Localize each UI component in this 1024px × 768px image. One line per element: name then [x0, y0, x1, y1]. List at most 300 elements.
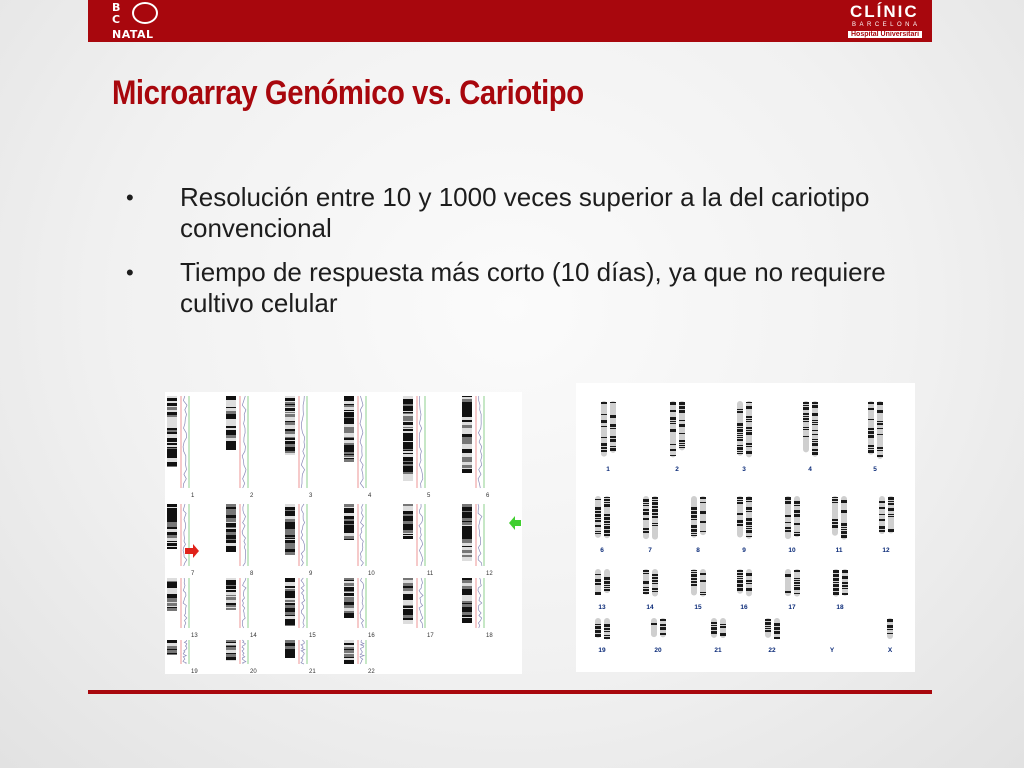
karyotype-band [803, 405, 809, 406]
chromosome-band [167, 460, 177, 462]
karyotype-band [737, 439, 743, 441]
karyotype-band [765, 628, 771, 629]
chromosome-band [462, 522, 472, 525]
microarray-image [165, 392, 522, 674]
chromosome-band [403, 535, 413, 536]
signal-trace [301, 396, 305, 488]
signal-trace [301, 640, 305, 664]
karyotype-band [842, 576, 848, 579]
chromosome-band [226, 608, 236, 610]
chromosome-band [403, 458, 413, 461]
chromosome-band [167, 547, 177, 549]
chromosome-band [167, 420, 177, 423]
chromosome-band [344, 417, 354, 418]
karyotype-band [652, 506, 658, 508]
karyotype-band [643, 518, 649, 520]
chromosome-band [167, 543, 177, 546]
karyotype-band [887, 633, 893, 634]
chromosome-band [403, 401, 413, 404]
chromatid [651, 618, 657, 637]
chromatid [812, 401, 818, 457]
karyotype-band [643, 581, 649, 584]
chromosome-band [344, 396, 354, 398]
chromosome-band [403, 479, 413, 481]
karyotype-band [601, 447, 607, 449]
chromosome-band [285, 407, 295, 408]
chromosome-band [285, 540, 295, 543]
chromosome-band [167, 509, 177, 512]
chromosome-band [462, 595, 472, 598]
chromosome-band [285, 514, 295, 515]
chromosome-band [462, 417, 472, 420]
chromosome-label: 6 [486, 493, 490, 499]
karyotype-band [737, 453, 743, 454]
chromosome-band [403, 606, 413, 608]
chromosome-band [344, 452, 354, 454]
karyotype-band [595, 533, 601, 534]
karyotype-band [595, 511, 601, 513]
karyotype-band [812, 402, 818, 404]
chromosome-band [167, 401, 177, 403]
chromosome-band [344, 510, 354, 513]
chromosome-band [403, 594, 413, 597]
chromosome-band [167, 608, 177, 611]
chromosome-band [285, 622, 295, 625]
chromosome-band [285, 442, 295, 444]
karyotype-band [711, 625, 717, 626]
chromosome-band [285, 405, 295, 407]
karyotype-band [746, 451, 752, 454]
chromosome-band [285, 444, 295, 447]
chromosome-pair [737, 401, 752, 473]
chromosome-label: 14 [250, 633, 257, 639]
chromosome-label: 17 [427, 633, 434, 639]
chromosome-band [403, 615, 413, 618]
karyotype-band [670, 402, 676, 405]
karyotype-band [746, 430, 752, 431]
microarray-panel [285, 504, 313, 577]
karyotype-band [691, 529, 697, 532]
chromosome-band [226, 504, 236, 507]
karyotype-band [652, 577, 658, 579]
chromosome-band [226, 527, 236, 528]
chromosome-band [403, 516, 413, 518]
karyotype-band [595, 520, 601, 522]
chromosome-band [344, 530, 354, 532]
chromosome-band [226, 423, 236, 424]
chromosome-band [167, 416, 177, 417]
chromosome-band [344, 600, 354, 602]
karyotype-band [803, 418, 809, 420]
karyotype-band [812, 405, 818, 408]
bullet-item [126, 257, 926, 319]
chromosome-band [344, 401, 354, 403]
chromosome-band [167, 423, 177, 425]
chromosome-band [285, 595, 295, 597]
chromosome-band [403, 427, 413, 428]
chromosome-band [403, 472, 413, 474]
chromosome-band [167, 455, 177, 458]
chromosome-pair [785, 569, 800, 611]
chromosome-band [167, 541, 177, 542]
signal-trace [183, 504, 187, 566]
chromosome-band [167, 462, 177, 465]
chromosome-band [403, 428, 413, 429]
chromosome-band [462, 592, 472, 595]
karyotype-band [803, 413, 809, 415]
chromosome-band [462, 546, 472, 547]
chromosome-band [462, 598, 472, 600]
karyotype-band [877, 428, 883, 429]
chromosome-band [226, 397, 236, 400]
karyotype-band [595, 583, 601, 585]
karyotype-band [643, 528, 649, 530]
chromosome-band [226, 660, 236, 661]
signal-trace [478, 504, 482, 566]
chromosome-band [285, 517, 295, 519]
chromosome-label: 20 [250, 669, 257, 674]
karyotype-band [700, 511, 706, 514]
chromosome-band [285, 539, 295, 540]
chromosome-band [462, 526, 472, 527]
signal-trace [301, 504, 305, 566]
chromosome-band [462, 580, 472, 583]
chromosome-band [462, 405, 472, 407]
chromosome-band [462, 515, 472, 516]
chromosome-pair [595, 618, 610, 654]
karyotype-band [604, 517, 610, 520]
chromosome-pair [737, 569, 752, 611]
karyotype-label: 19 [598, 647, 606, 654]
karyotype-band [888, 516, 894, 517]
karyotype-band [832, 525, 838, 528]
chromosome-band [167, 430, 177, 432]
chromosome-band [226, 435, 236, 438]
chromosome-band [285, 535, 295, 537]
microarray-panel [462, 578, 493, 639]
karyotype-band [868, 428, 874, 430]
chromosome-label: 13 [191, 633, 198, 639]
chromosome-band [285, 448, 295, 451]
bullet-list [126, 182, 926, 332]
chromosome-band [462, 536, 472, 539]
microarray-panel [167, 578, 198, 639]
karyotype-band [691, 519, 697, 520]
chromosome-band [226, 578, 236, 580]
chromosome-band [403, 611, 413, 613]
chromosome-band [285, 412, 295, 413]
chromosome-band [285, 441, 295, 442]
chromosome-band [285, 504, 295, 507]
microarray-panel [226, 578, 257, 639]
karyotype-band [774, 631, 780, 634]
karyotype-band [595, 507, 601, 510]
chromosome-band [462, 617, 472, 618]
chromosome-band [403, 466, 413, 469]
chromosome-band [462, 615, 472, 617]
chromosome-band [167, 449, 177, 452]
karyotype-band [651, 623, 657, 625]
chromosome-band [344, 602, 354, 605]
microarray-panel [344, 396, 372, 499]
karyotype-band [601, 443, 607, 446]
karyotype-band [887, 619, 893, 622]
chromosome-band [462, 399, 472, 400]
karyotype-band [691, 572, 697, 573]
karyotype-band [803, 436, 809, 437]
karyotype-band [794, 582, 800, 584]
karyotype-band [832, 519, 838, 521]
karyotype-band [679, 402, 685, 405]
chromosome-band [403, 527, 413, 528]
chromosome-band [403, 521, 413, 524]
chromosome-pair [785, 496, 800, 554]
karyotype-band [595, 574, 601, 575]
chromosome-band [344, 658, 354, 660]
chromosome-band [344, 640, 354, 642]
microarray-plot [165, 392, 522, 674]
chromosome-pair [651, 618, 666, 654]
karyotype-band [604, 530, 610, 533]
karyotype-band [868, 435, 874, 438]
karyotype-band [794, 532, 800, 533]
karyotype-band [841, 529, 847, 530]
microarray-panel [285, 640, 316, 674]
chromosome-band [344, 404, 354, 405]
signal-trace [242, 504, 246, 566]
karyotype-band [691, 507, 697, 510]
chromosome-band [403, 536, 413, 539]
karyotype-band [737, 435, 743, 436]
karyotype-band [841, 535, 847, 538]
karyotype-band [737, 524, 743, 526]
chromosome-band [403, 425, 413, 427]
karyotype-label: X [887, 647, 893, 654]
karyotype-band [737, 576, 743, 577]
karyotype-band [877, 447, 883, 449]
karyotype-band [652, 574, 658, 576]
chromosome-band [403, 416, 413, 419]
chromosome-band [344, 403, 354, 404]
chromosome-band [403, 600, 413, 602]
chromosome-pair [833, 569, 848, 611]
chromosome-pair [643, 569, 658, 611]
chromosome-band [403, 609, 413, 611]
karyotype-band [803, 429, 809, 430]
chromosome-band [344, 647, 354, 648]
chromosome-band [167, 535, 177, 538]
karyotype-band [604, 497, 610, 498]
karyotype-band [601, 402, 607, 404]
karyotype-band [812, 449, 818, 451]
logo-circle-icon [132, 2, 158, 24]
microarray-panel [285, 396, 313, 499]
chromosome-band [462, 539, 472, 542]
microarray-panel [344, 504, 375, 577]
chromosome-band [226, 589, 236, 590]
chromosome-band [462, 589, 472, 591]
karyotype-band [812, 424, 818, 425]
chromosome-band [226, 524, 236, 527]
chromosome-band [462, 534, 472, 536]
karyotype-band [785, 515, 791, 517]
chromosome-band [462, 460, 472, 462]
chromosome-band [462, 444, 472, 447]
karyotype-band [746, 432, 752, 435]
karyotype-band [711, 631, 717, 634]
bullet-text: Resolución entre 10 y 1000 veces superior a la del cariotipo convencional [180, 182, 870, 243]
microarray-panel [403, 504, 434, 577]
chromosome-band [462, 527, 472, 529]
chromosome-band [403, 602, 413, 605]
karyotype-band [610, 424, 616, 427]
chromosome-band [462, 453, 472, 456]
chromosome-band [285, 519, 295, 522]
chromosome-band [344, 589, 354, 591]
karyotype-band [737, 427, 743, 428]
chromosome-band [462, 507, 472, 509]
karyotype-band [652, 516, 658, 518]
chromosome-band [403, 524, 413, 525]
chromosome-pair [737, 496, 752, 554]
chromosome-band [403, 599, 413, 600]
chromosome-band [403, 442, 413, 444]
chromosome-band [285, 408, 295, 411]
chromosome-band [462, 434, 472, 437]
chromosome-band [462, 402, 472, 405]
chromosome-band [403, 588, 413, 589]
chromosome-band [167, 440, 177, 442]
chromosome-band [226, 640, 236, 641]
chromosome-band [226, 607, 236, 608]
chromosome-band [462, 586, 472, 589]
karyotype-band [868, 445, 874, 447]
chromosome-band [167, 412, 177, 415]
chromosome-band [344, 648, 354, 649]
karyotype-band [877, 423, 883, 425]
karyotype-band [774, 623, 780, 626]
chromosome-band [226, 521, 236, 522]
chromosome-band [285, 396, 295, 398]
chromosome-band [344, 457, 354, 458]
chromosome-band [403, 613, 413, 615]
karyotype-label: 18 [836, 604, 844, 611]
chromosome-band [285, 640, 295, 643]
karyotype-band [679, 424, 685, 427]
chromosome-band [226, 401, 236, 402]
chromosome-band [226, 595, 236, 596]
karyotype-band [833, 578, 839, 581]
karyotype-band [610, 439, 616, 442]
microarray-panel [167, 640, 198, 674]
karyotype-band [652, 500, 658, 501]
karyotype-band [812, 413, 818, 416]
chromosome-label: 2 [250, 493, 254, 499]
karyotype-band [737, 580, 743, 583]
karyotype-band [746, 416, 752, 418]
chromosome-band [462, 557, 472, 558]
chromosome-band [167, 591, 177, 594]
chromosome-band [462, 547, 472, 550]
chromosome-band [167, 580, 177, 581]
karyotype-band [700, 502, 706, 503]
karyotype-band [765, 622, 771, 625]
karyotype-band [833, 588, 839, 591]
karyotype-label: 16 [740, 604, 748, 611]
karyotype-band [794, 514, 800, 517]
chromosome-pair [643, 496, 658, 554]
karyotype-band [737, 411, 743, 413]
microarray-panel [462, 504, 493, 577]
chromosome-band [285, 414, 295, 417]
signal-trace [478, 578, 482, 628]
chromosome-band [226, 419, 236, 420]
chromosome-band [167, 524, 177, 527]
chromosome-band [285, 615, 295, 616]
microarray-panel [226, 396, 254, 499]
karyotype-band [604, 499, 610, 501]
chromosome-band [285, 582, 295, 584]
karyotype-band [812, 452, 818, 455]
chromosome-band [344, 398, 354, 401]
chromosome-band [344, 437, 354, 438]
chromosome-band [403, 453, 413, 454]
karyotype-band [803, 407, 809, 410]
karyotype-band [652, 513, 658, 515]
chromosome-label: 21 [309, 669, 316, 674]
chromosome-band [226, 596, 236, 597]
chromosome-band [167, 530, 177, 532]
chromosome-band [226, 400, 236, 401]
chromosome-band [462, 447, 472, 449]
chromosome-band [403, 407, 413, 409]
karyotype-band [691, 574, 697, 577]
karyotype-band [643, 531, 649, 533]
chromosome-band [344, 445, 354, 447]
chromosome-band [344, 643, 354, 645]
karyotype-band [746, 497, 752, 500]
karyotype-label: 12 [882, 547, 890, 554]
karyotype-band [643, 587, 649, 588]
chromosome-band [226, 540, 236, 541]
chromosome-band [226, 641, 236, 642]
chromosome-band [344, 615, 354, 618]
karyotype-label: 17 [788, 604, 796, 611]
chromosome-band [226, 408, 236, 409]
chromosome-band [344, 450, 354, 452]
karyotype-band [737, 520, 743, 523]
chromosome-band [344, 593, 354, 596]
chromosome-band [285, 652, 295, 655]
chromosome-band [285, 447, 295, 448]
chromosome-band [226, 603, 236, 605]
chromosome-band [403, 441, 413, 442]
karyotype-label: 21 [714, 647, 722, 654]
chromosome-band [344, 414, 354, 417]
karyotype-band [785, 522, 791, 523]
karyotype-band [746, 427, 752, 429]
chromosome-label: 12 [486, 571, 493, 577]
chromosome-band [167, 603, 177, 606]
chromosome-band [344, 447, 354, 450]
chromosome-band [285, 529, 295, 532]
chromosome-band [226, 550, 236, 552]
chromosome-band [403, 591, 413, 594]
bcn-natal-logo [112, 0, 182, 42]
clinic-subtitle: Hospital Universitari [848, 31, 922, 38]
chromosome-band [462, 451, 472, 453]
green-arrow-icon [509, 516, 521, 530]
